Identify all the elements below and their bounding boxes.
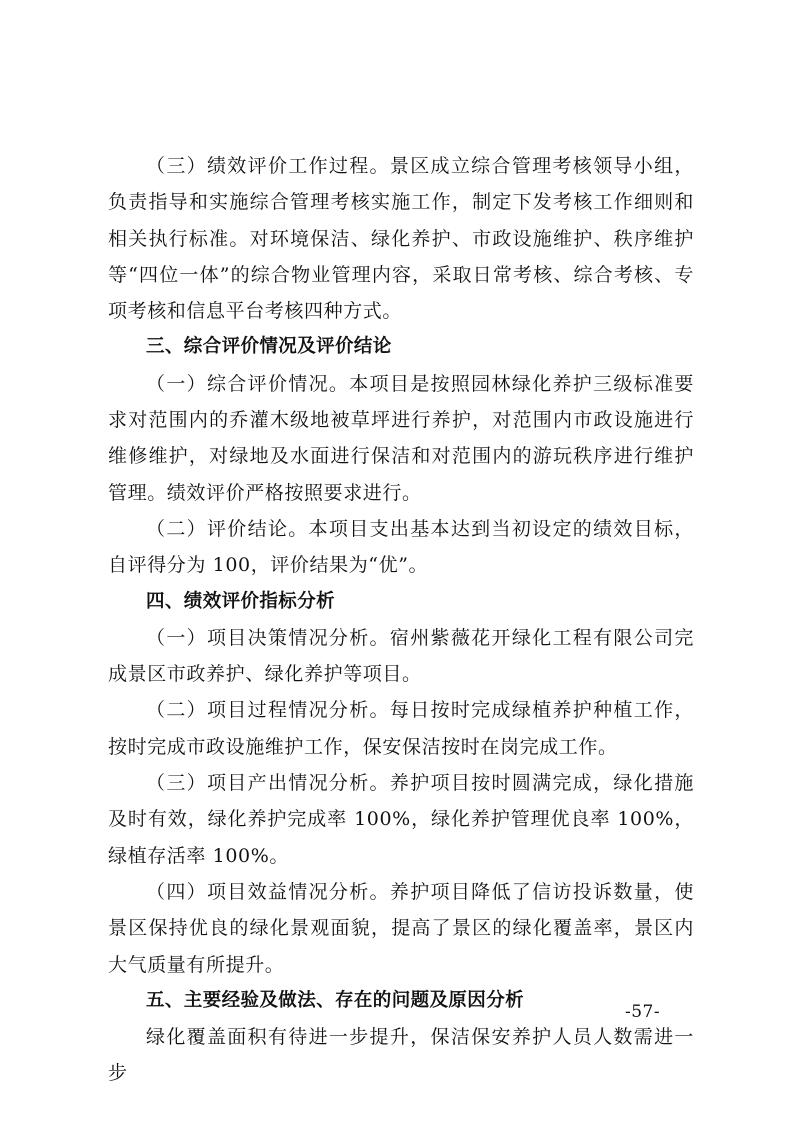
paragraph-process-analysis: （二）项目过程情况分析。每日按时完成绿植养护种植工作，按时完成市政设施维护工作，保安保洁按时在岗完成工作。: [108, 699, 694, 758]
paragraph-output-analysis: （三）项目产出情况分析。养护项目按时圆满完成，绿化措施及时有效，绿化养护完成率 100%，绿化养护管理优良率 100%，绿植存活率 100%。: [108, 772, 694, 867]
page-number: -57-: [625, 1002, 661, 1022]
heading-section-5: 五、主要经验及做法、存在的问题及原因分析: [146, 989, 525, 1011]
paragraph-decision-analysis: （一）项目决策情况分析。宿州紫薇花开绿化工程有限公司完成景区市政养护、绿化养护等项目。: [108, 626, 694, 686]
paragraph-problems: 绿化覆盖面积有待进一步提升，保洁保安养护人员人数需进一步: [108, 1026, 694, 1085]
heading-section-3: 三、综合评价情况及评价结论: [146, 336, 392, 358]
paragraph-conclusion: （二）评价结论。本项目支出基本达到当初设定的绩效目标，自评得分为 100，评价结果为“优”。: [108, 517, 694, 577]
paragraph-benefit-analysis: （四）项目效益情况分析。养护项目降低了信访投诉数量，使景区保持优良的绿化景观面貌，提高了景区的绿化覆盖率，景区内大气质量有所提升。: [108, 880, 694, 976]
paragraph-overall-evaluation: （一）综合评价情况。本项目是按照园林绿化养护三级标准要求对范围内的乔灌木级地被草坪进行养护，对范围内市政设施进行维修维护，对绿地及水面进行保洁和对范围内的游玩秩序进行维护管理。绩效评价严格按照要求进行。: [108, 372, 694, 504]
document-body: [108, 148, 694, 1092]
heading-section-4: 四、绩效评价指标分析: [146, 590, 336, 612]
paragraph-process: （三）绩效评价工作过程。景区成立综合管理考核领导小组，负责指导和实施综合管理考核实施工作，制定下发考核工作细则和相关执行标准。对环境保洁、绿化养护、市政设施维护、秩序维护等“四位一体”的综合物业管理内容，采取日常考核、综合考核、专项考核和信息平台考核四种方式。: [108, 155, 694, 323]
